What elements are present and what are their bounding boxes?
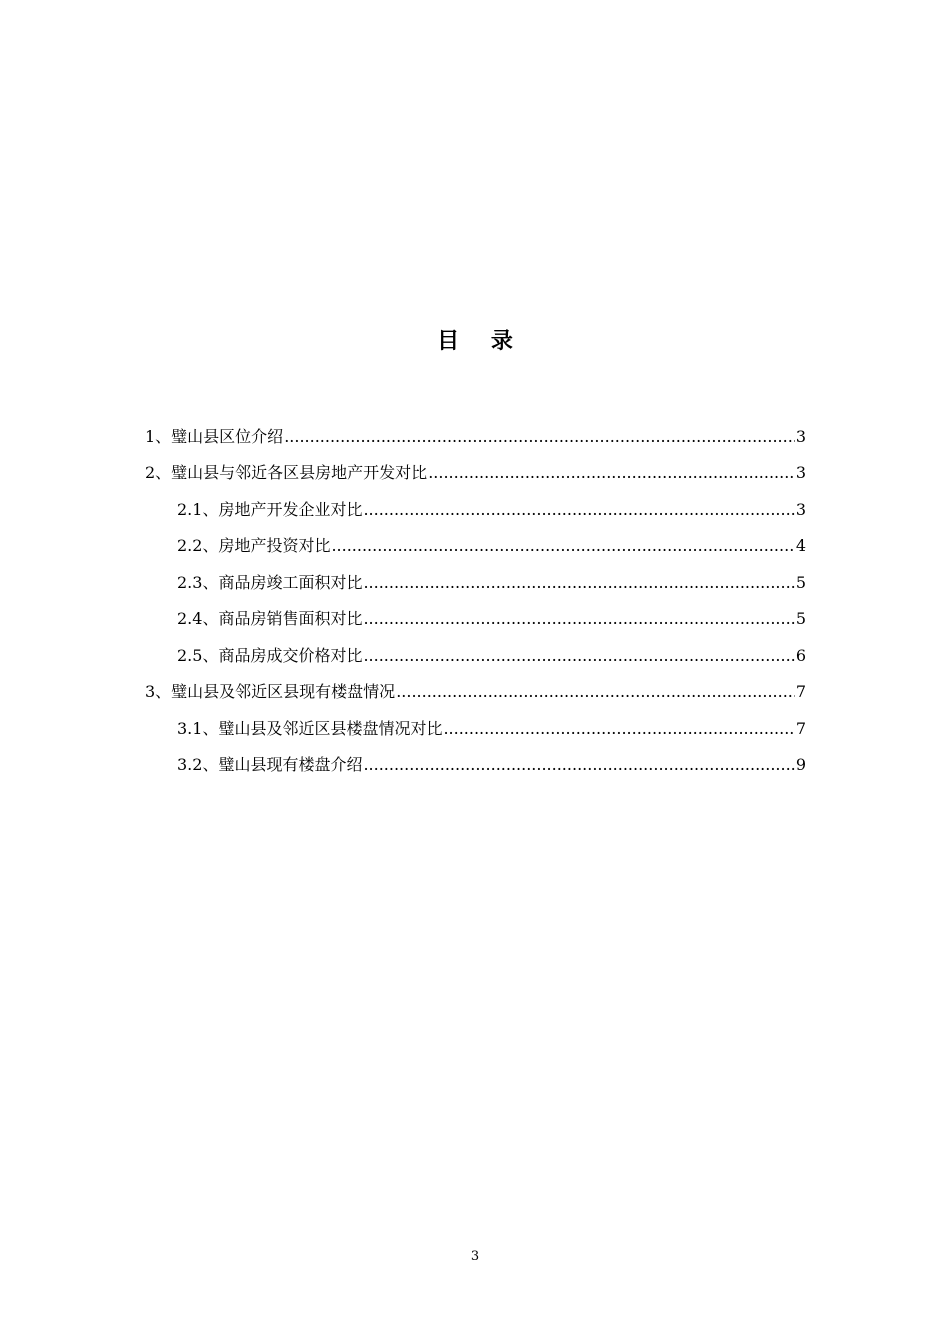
toc-entry-text: 2.2、房地产投资对比 bbox=[177, 536, 331, 555]
toc-entry-page: 9 bbox=[795, 755, 806, 774]
toc-entry-page: 3 bbox=[795, 426, 806, 446]
toc-entry[interactable] bbox=[145, 447, 806, 484]
toc-entry[interactable] bbox=[145, 739, 806, 776]
toc-entry-page: 6 bbox=[795, 645, 806, 665]
toc-entry[interactable] bbox=[145, 666, 806, 703]
toc-entry-page: 7 bbox=[795, 718, 806, 738]
toc-entry[interactable] bbox=[145, 593, 806, 630]
toc-title: 目 录 bbox=[437, 328, 525, 354]
toc-dot-leader bbox=[363, 755, 794, 775]
toc-dot-leader bbox=[428, 463, 795, 483]
toc-entry[interactable] bbox=[145, 702, 806, 739]
toc-entry-page: 3 bbox=[795, 499, 806, 519]
toc-entry[interactable] bbox=[145, 556, 806, 593]
toc-entry-text: 2.1、房地产开发企业对比 bbox=[177, 499, 363, 519]
toc-entry-page: 4 bbox=[795, 536, 806, 555]
toc-dot-leader bbox=[363, 500, 794, 520]
toc-entry-page: 5 bbox=[795, 609, 806, 628]
toc-entry-text: 1、璧山县区位介绍 bbox=[145, 426, 284, 446]
toc-dot-leader bbox=[284, 427, 795, 447]
toc-entry-text: 2、璧山县与邻近各区县房地产开发对比 bbox=[145, 463, 428, 482]
toc-entry[interactable] bbox=[145, 629, 806, 666]
toc-entry-text: 2.4、商品房销售面积对比 bbox=[177, 609, 363, 628]
toc-entry-text: 2.3、商品房竣工面积对比 bbox=[177, 572, 363, 592]
toc-dot-leader bbox=[363, 573, 794, 593]
page-number: 3 bbox=[470, 1249, 480, 1264]
toc-list bbox=[145, 410, 806, 775]
toc-dot-leader bbox=[331, 536, 794, 556]
toc-entry-page: 7 bbox=[795, 682, 806, 701]
toc-entry[interactable] bbox=[145, 483, 806, 520]
toc-entry[interactable] bbox=[145, 520, 806, 557]
toc-dot-leader bbox=[363, 609, 794, 629]
toc-dot-leader bbox=[396, 682, 795, 702]
toc-entry-text: 3.1、璧山县及邻近区县楼盘情况对比 bbox=[177, 718, 443, 738]
toc-entry-text: 3.2、璧山县现有楼盘介绍 bbox=[177, 755, 363, 774]
toc-entry-text: 2.5、商品房成交价格对比 bbox=[177, 645, 363, 665]
toc-entry[interactable] bbox=[145, 410, 806, 447]
toc-entry-page: 5 bbox=[795, 572, 806, 592]
toc-entry-page: 3 bbox=[795, 463, 806, 482]
toc-entry-text: 3、璧山县及邻近区县现有楼盘情况 bbox=[145, 682, 396, 701]
toc-dot-leader bbox=[363, 646, 794, 666]
toc-dot-leader bbox=[443, 719, 794, 739]
